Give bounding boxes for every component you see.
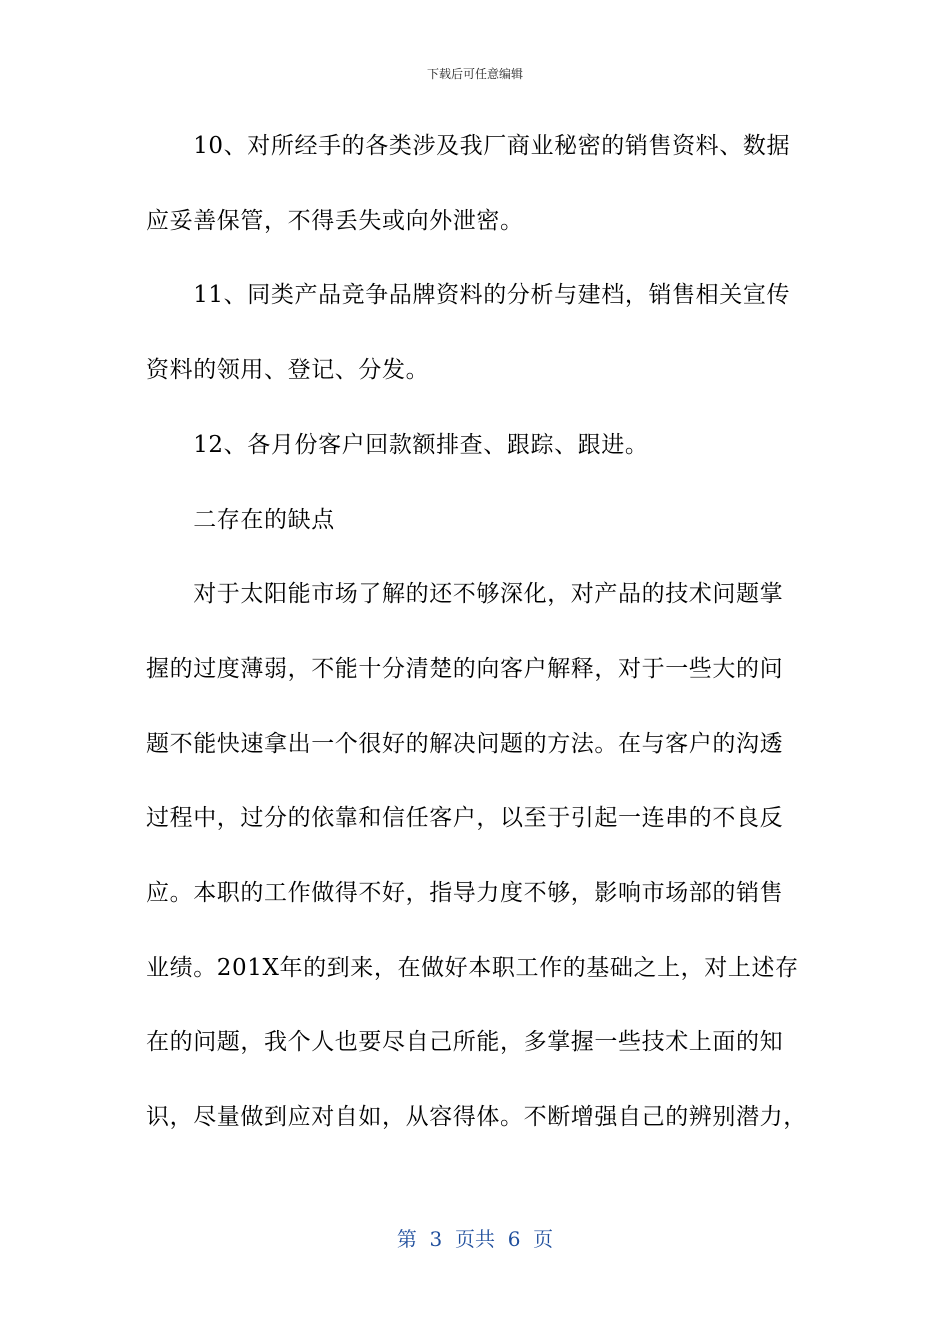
body-line-13: 在的问题，我个人也要尽自己所能，多掌握一些技术上面的知 <box>146 1029 784 1055</box>
body-line-10: 过程中，过分的依靠和信任客户，以至于引起一连串的不良反 <box>146 805 784 831</box>
body-line-2: 应妥善保管，不得丢失或向外泄密。 <box>146 208 524 234</box>
body-line-7: 对于太阳能市场了解的还不够深化，对产品的技术问题掌 <box>146 581 784 607</box>
body-line-14: 识，尽量做到应对自如，从容得体。不断增强自己的辨别潜力， <box>146 1104 807 1130</box>
body-line-4: 资料的领用、登记、分发。 <box>146 357 430 383</box>
body-line-9: 题不能快速拿出一个很好的解决问题的方法。在与客户的沟透 <box>146 731 784 757</box>
body-line-5: 12、各月份客户回款额排查、跟踪、跟进。 <box>146 432 649 458</box>
body-line-1: 10、对所经手的各类涉及我厂商业秘密的销售资料、数据 <box>146 133 791 159</box>
page-number-footer: 第 3 页共 6 页 <box>396 1227 554 1251</box>
body-line-12: 业绩。201X年的到来，在做好本职工作的基础之上，对上述存 <box>146 955 799 981</box>
body-line-11: 应。本职的工作做得不好，指导力度不够，影响市场部的销售 <box>146 880 784 906</box>
body-line-8: 握的过度薄弱，不能十分清楚的向客户解释，对于一些大的问 <box>146 656 784 682</box>
body-line-3: 11、同类产品竞争品牌资料的分析与建档，销售相关宣传 <box>146 282 791 308</box>
section-heading: 二存在的缺点 <box>146 507 335 533</box>
page-header: 下载后可任意编辑 <box>426 67 523 81</box>
